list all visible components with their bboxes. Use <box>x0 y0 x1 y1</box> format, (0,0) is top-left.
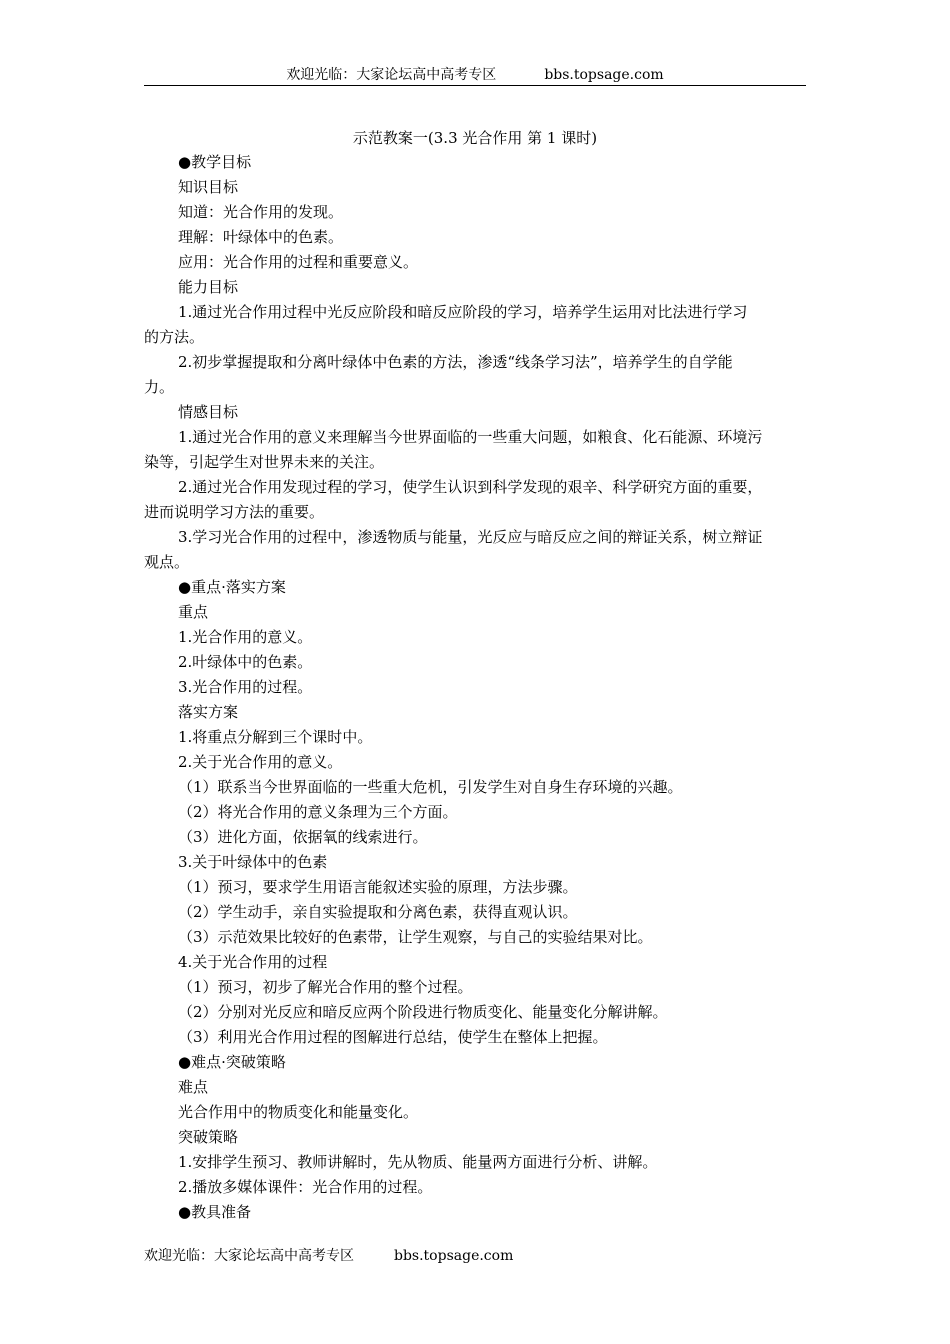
text-line: 落实方案 <box>178 703 239 721</box>
header-welcome-text: 欢迎光临：大家论坛高中高考专区 <box>286 67 497 83</box>
text-line: 2.叶绿体中的色素。 <box>178 653 313 671</box>
text-line: 3.学习光合作用的过程中，渗透物质与能量，光反应与暗反应之间的辩证关系，树立辩证 <box>178 528 763 546</box>
text-line: 1.光合作用的意义。 <box>178 628 313 646</box>
text-line: 难点 <box>178 1078 209 1096</box>
text-line: 光合作用中的物质变化和能量变化。 <box>178 1103 419 1121</box>
text-line: 2.播放多媒体课件：光合作用的过程。 <box>178 1178 433 1196</box>
text-line: 情感目标 <box>178 403 239 421</box>
text-line: （2）分别对光反应和暗反应两个阶段进行物质变化、能量变化分解讲解。 <box>178 1003 668 1021</box>
text-line: 4.关于光合作用的过程 <box>178 953 328 971</box>
text-line: （1）联系当今世界面临的一些重大危机，引发学生对自身生存环境的兴趣。 <box>178 778 683 796</box>
text-line: ●难点·突破策略 <box>178 1053 286 1071</box>
text-line: 的方法。 <box>144 328 205 346</box>
text-line: （3）进化方面，依据氧的线索进行。 <box>178 828 428 846</box>
text-line: ●重点·落实方案 <box>178 578 286 596</box>
text-line: 2.初步掌握提取和分离叶绿体中色素的方法，渗透“线条学习法”，培养学生的自学能 <box>178 353 733 371</box>
header-site-link[interactable]: bbs.topsage.com <box>544 67 664 83</box>
text-line: （3）示范效果比较好的色素带，让学生观察，与自己的实验结果对比。 <box>178 928 653 946</box>
text-line: 2.关于光合作用的意义。 <box>178 753 343 771</box>
text-line: 1.通过光合作用的意义来理解当今世界面临的一些重大问题，如粮食、化石能源、环境污 <box>178 428 763 446</box>
document-body <box>144 150 806 1225</box>
document-title: 示范教案一(3.3 光合作用 第 1 课时) <box>352 129 598 147</box>
text-line: ●教学目标 <box>178 153 252 171</box>
page-header <box>144 66 806 84</box>
text-line: 1.将重点分解到三个课时中。 <box>178 728 373 746</box>
footer-welcome-text: 欢迎光临：大家论坛高中高考专区 <box>144 1248 354 1264</box>
text-line: （1）预习，初步了解光合作用的整个过程。 <box>178 978 473 996</box>
text-line: 理解：叶绿体中的色素。 <box>178 228 344 246</box>
text-line: 染等，引起学生对世界未来的关注。 <box>144 453 385 471</box>
header-divider <box>144 85 806 86</box>
text-line: 进而说明学习方法的重要。 <box>144 503 325 521</box>
text-line: 知道：光合作用的发现。 <box>178 203 344 221</box>
text-line: 应用：光合作用的过程和重要意义。 <box>178 253 419 271</box>
text-line: （1）预习，要求学生用语言能叙述实验的原理，方法步骤。 <box>178 878 578 896</box>
text-line: 重点 <box>178 603 209 621</box>
text-line: 力。 <box>144 378 175 396</box>
page-footer <box>144 1247 513 1265</box>
text-line: ●教具准备 <box>178 1203 252 1221</box>
text-line: 观点。 <box>144 553 190 571</box>
text-line: 1.安排学生预习、教师讲解时，先从物质、能量两方面进行分析、讲解。 <box>178 1153 658 1171</box>
text-line: 能力目标 <box>178 278 239 296</box>
footer-site-link[interactable]: bbs.topsage.com <box>394 1248 514 1264</box>
text-line: 2.通过光合作用发现过程的学习，使学生认识到科学发现的艰辛、科学研究方面的重要， <box>178 478 763 496</box>
text-line: 知识目标 <box>178 178 239 196</box>
text-line: （2）学生动手，亲自实验提取和分离色素，获得直观认识。 <box>178 903 578 921</box>
text-line: （2）将光合作用的意义条理为三个方面。 <box>178 803 458 821</box>
text-line: 3.光合作用的过程。 <box>178 678 313 696</box>
text-line: 3.关于叶绿体中的色素 <box>178 853 328 871</box>
text-line: 1.通过光合作用过程中光反应阶段和暗反应阶段的学习，培养学生运用对比法进行学习 <box>178 303 748 321</box>
text-line: （3）利用光合作用过程的图解进行总结，使学生在整体上把握。 <box>178 1028 608 1046</box>
text-line: 突破策略 <box>178 1128 239 1146</box>
